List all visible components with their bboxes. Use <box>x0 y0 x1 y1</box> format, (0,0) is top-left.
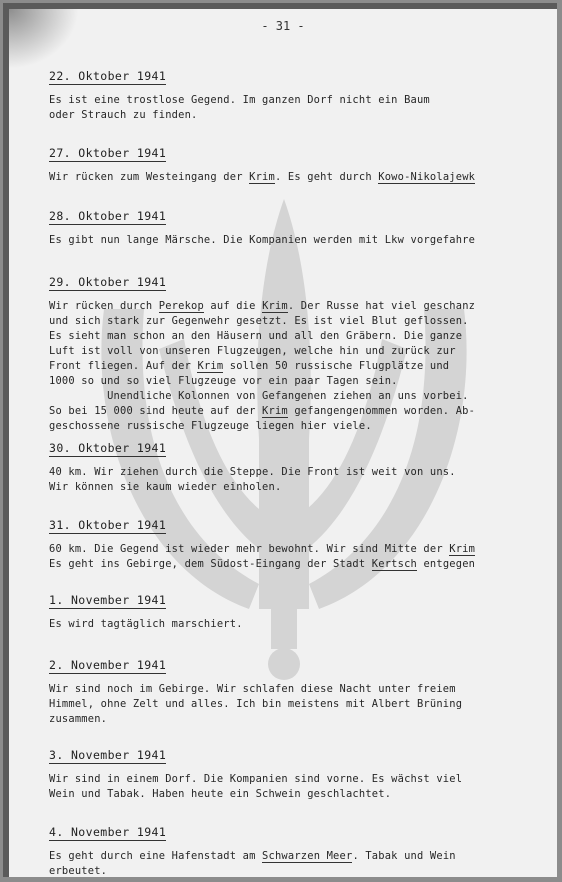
diary-entry <box>49 65 557 123</box>
text-line: Himmel, ohne Zelt und alles. Ich bin meistens mit Albert Brüning <box>49 698 463 710</box>
entry-date: 27. Oktober 1941 <box>49 146 167 160</box>
entry-text <box>49 233 557 248</box>
entry-text <box>49 170 557 185</box>
text-line: oder Strauch zu finden. <box>49 109 198 121</box>
entry-text <box>49 542 557 572</box>
entry-text <box>49 849 557 877</box>
underlined-place-name: Krim <box>197 360 224 372</box>
underlined-place-name: Kowo-Nikolajewk <box>378 171 476 183</box>
text-line: Front fliegen. Auf der Krim sollen 50 russische Flugplätze und <box>49 360 450 372</box>
diary-entry <box>49 205 557 248</box>
text-line: Wir rücken zum Westeingang der Krim. Es geht durch Kowo-Nikolajewk <box>49 171 476 183</box>
entry-date: 22. Oktober 1941 <box>49 69 167 83</box>
text-line: Es geht durch eine Hafenstadt am Schwarzen Meer. Tabak und Wein <box>49 850 456 862</box>
entry-date: 29. Oktober 1941 <box>49 275 167 289</box>
text-line: Es geht ins Gebirge, dem Südost-Eingang der Stadt Kertsch entgegen <box>49 558 476 570</box>
underlined-place-name: Krim <box>262 300 288 312</box>
underlined-place-name: Krim <box>449 543 476 555</box>
text-line: Wir sind in einem Dorf. Die Kompanien sind vorne. Es wächst viel <box>49 773 463 785</box>
underlined-place-name: Krim <box>249 171 275 183</box>
text-line: Unendliche Kolonnen von Gefangenen ziehen an uns vorbei. <box>49 390 469 402</box>
entry-text <box>49 617 557 632</box>
text-line: Es sieht man schon an den Häusern und all den Gräbern. Die ganze <box>49 330 463 342</box>
text-line: 40 km. Wir ziehen durch die Steppe. Die Front ist weit von uns. <box>49 466 456 478</box>
text-line: Es ist eine trostlose Gegend. Im ganzen Dorf nicht ein Baum <box>49 94 430 106</box>
text-line: So bei 15 000 sind heute auf der Krim gefangengenommen worden. Ab- <box>49 405 476 417</box>
entry-text <box>49 93 557 123</box>
text-line: Es gibt nun lange Märsche. Die Kompanien werden mit Lkw vorgefahre <box>49 234 476 246</box>
page-frame <box>3 3 557 877</box>
entry-date: 31. Oktober 1941 <box>49 518 167 532</box>
diary-entry <box>49 271 557 434</box>
underlined-place-name: Kertsch <box>371 558 417 570</box>
text-line: zusammen. <box>49 713 108 725</box>
diary-entry <box>49 514 557 572</box>
document-page <box>9 9 557 877</box>
diary-entry <box>49 821 557 877</box>
underlined-place-name: Schwarzen Meer <box>262 850 353 862</box>
text-line: Luft ist voll von unseren Flugzeugen, welche hin und zurück zur <box>49 345 456 357</box>
entry-text <box>49 465 557 495</box>
text-line: und sich stark zur Gegenwehr gesetzt. Es ist viel Blut geflossen. <box>49 315 469 327</box>
page-number: - 31 - <box>261 19 305 33</box>
text-line: 1000 so und so viel Flugzeuge vor ein paar Tagen sein. <box>49 375 398 387</box>
text-line: Es wird tagtäglich marschiert. <box>49 618 243 630</box>
text-line: 60 km. Die Gegend ist wieder mehr bewohnt. Wir sind Mitte der Krim <box>49 543 476 555</box>
entry-text <box>49 772 557 802</box>
text-line: Wir sind noch im Gebirge. Wir schlafen diese Nacht unter freiem <box>49 683 456 695</box>
underlined-place-name: Perekop <box>158 300 204 312</box>
entry-text <box>49 682 557 727</box>
diary-entry <box>49 744 557 802</box>
entry-text <box>49 299 557 434</box>
entry-date: 3. November 1941 <box>49 748 167 762</box>
text-line: Wir können sie kaum wieder einholen. <box>49 481 282 493</box>
entry-date: 2. November 1941 <box>49 658 167 672</box>
entry-date: 30. Oktober 1941 <box>49 441 167 455</box>
text-line: Wir rücken durch Perekop auf die Krim. Der Russe hat viel geschanz <box>49 300 476 312</box>
entry-date: 1. November 1941 <box>49 593 167 607</box>
diary-entry <box>49 654 557 727</box>
entry-date: 28. Oktober 1941 <box>49 209 167 223</box>
diary-entry <box>49 142 557 185</box>
text-line: geschossene russische Flugzeuge liegen hier viele. <box>49 420 372 432</box>
text-line: erbeutet. <box>49 865 108 877</box>
diary-entry <box>49 437 557 495</box>
diary-entry <box>49 589 557 632</box>
text-line: Wein und Tabak. Haben heute ein Schwein geschlachtet. <box>49 788 392 800</box>
underlined-place-name: Krim <box>262 405 288 417</box>
entry-date: 4. November 1941 <box>49 825 167 839</box>
